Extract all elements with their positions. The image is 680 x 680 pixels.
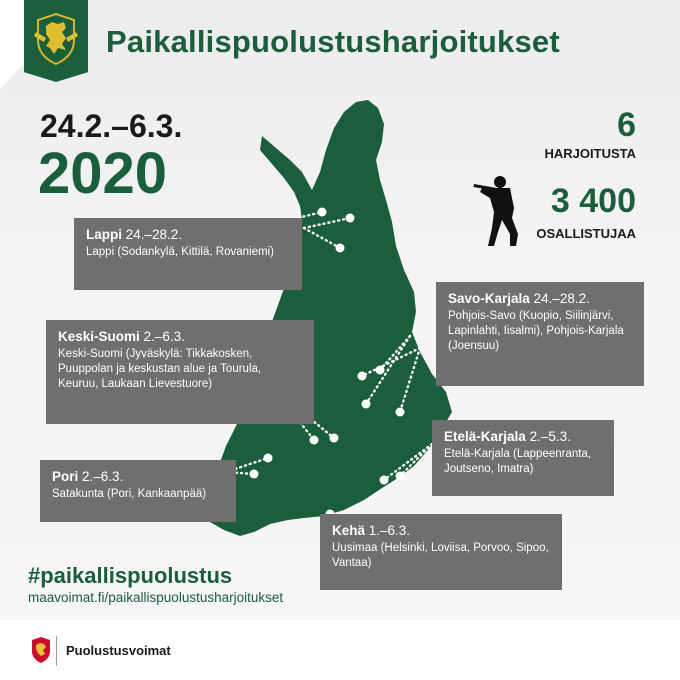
marker-jyvaskyla <box>310 436 319 445</box>
region-dates: 2.–6.3. <box>143 329 185 344</box>
region-box-etela-karjala <box>432 420 614 496</box>
participants-label: OSALLISTUJAA <box>536 226 636 241</box>
soldier-icon <box>470 172 526 248</box>
marker-iisalmi <box>362 400 371 409</box>
page-title: Paikallispuolustusharjoitukset <box>106 24 560 59</box>
region-box-lappi <box>74 218 302 290</box>
website-link[interactable]: maavoimat.fi/paikallispuolustusharjoitukset <box>28 590 284 605</box>
region-detail: Lappi (Sodankylä, Kittilä, Rovaniemi) <box>86 246 274 258</box>
period-dates: 24.2.–6.3. <box>40 108 183 144</box>
exercises-count: 6 <box>617 106 636 144</box>
region-box-pori <box>40 460 236 522</box>
marker-sodankyla <box>318 208 327 217</box>
marker-kuopio <box>376 366 385 375</box>
marker-siilinjarvi <box>358 372 367 381</box>
region-name: Pori <box>52 469 79 484</box>
participants-count: 3 400 <box>550 182 636 220</box>
footer-divider <box>56 636 57 666</box>
period-year: 2020 <box>38 141 168 206</box>
region-box-savo-karjala <box>436 282 644 386</box>
region-dates: 2.–5.3. <box>529 429 571 444</box>
region-box-keski-suomi <box>46 320 314 424</box>
region-dates: 24.–28.2. <box>125 227 183 242</box>
region-name: Keski-Suomi <box>58 329 140 344</box>
marker-pori <box>250 470 259 479</box>
marker-laukaa <box>330 434 339 443</box>
emblem-tab <box>24 0 88 82</box>
region-box-keha <box>320 514 562 590</box>
marker-imatra <box>396 472 405 481</box>
region-name: Lappi <box>86 227 122 242</box>
region-dates: 24.–28.2. <box>533 291 590 306</box>
hashtag: #paikallispuolustus <box>28 563 233 588</box>
region-dates: 2.–6.3. <box>82 469 124 484</box>
puolustusvoimat-logo-icon <box>30 637 52 663</box>
organization-name: Puolustusvoimat <box>66 643 171 658</box>
region-detail: Pohjois-Savo (Kuopio, Siilinjärvi, Lapinlahti, Iisalmi), Pohjois-Karjala (Joensuu) <box>448 310 624 352</box>
marker-lappeenranta <box>380 476 389 485</box>
marker-rovaniemi <box>336 244 345 253</box>
finland-shape <box>208 100 452 536</box>
region-detail: Keski-Suomi (Jyväskylä: Tikkakosken, Puuppolan ja keskustan alue ja Tourula, Keuruu, Laukaan Lievestuore) <box>58 348 262 390</box>
region-dates: 1.–6.3. <box>368 523 411 538</box>
exercises-label: HARJOITUSTA <box>544 146 636 161</box>
region-name: Etelä-Karjala <box>444 429 526 444</box>
marker-joensuu <box>396 408 405 417</box>
marker-kittila <box>346 214 355 223</box>
region-detail: Etelä-Karjala (Lappeenranta, Joutseno, Imatra) <box>444 448 592 475</box>
region-name: Savo-Karjala <box>448 291 530 306</box>
marker-kankaanpaa <box>264 454 273 463</box>
region-detail: Satakunta (Pori, Kankaanpää) <box>52 488 207 500</box>
region-name: Kehä <box>332 523 366 538</box>
lion-crest-icon <box>32 10 80 66</box>
region-detail: Uusimaa (Helsinki, Loviisa, Porvoo, Sipoo, Vantaa) <box>332 542 549 569</box>
